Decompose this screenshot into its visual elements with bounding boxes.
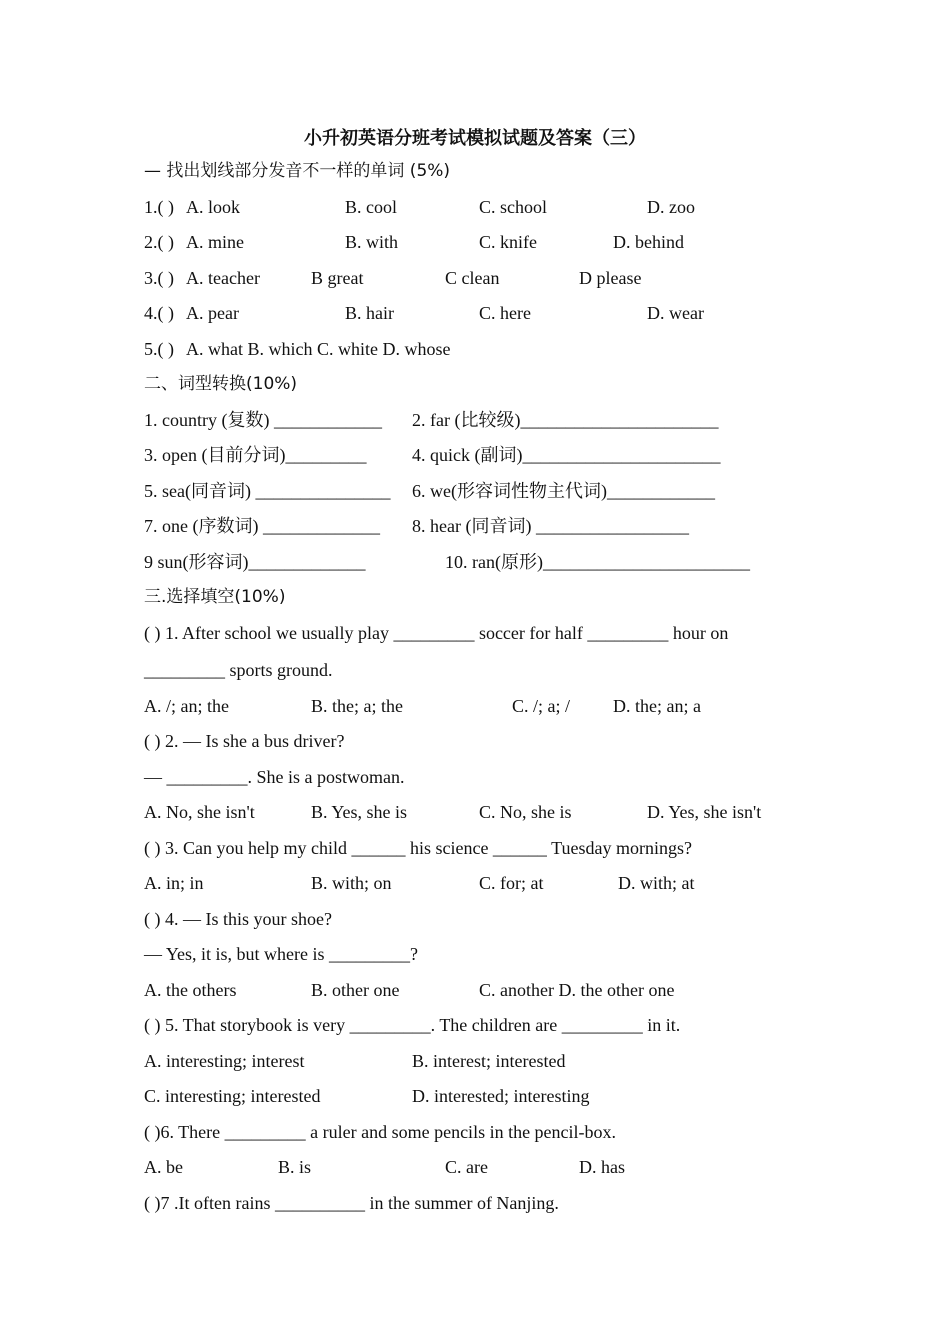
option-d: D. with; at [618,873,695,893]
section3-heading: 三.选择填空(10%) [144,587,286,607]
question-stem: ( ) 5. That storybook is very _________. The children are _________ in it. [144,1015,681,1035]
question-number: 1.( ) [144,197,174,217]
conversion-item: 10. ran(原形)_______________________ [445,552,750,572]
option-b: B. the; a; the [311,696,403,716]
document-title: 小升初英语分班考试模拟试题及答案（三） [304,128,646,149]
option-c: C. knife [479,232,537,252]
option-c: C. here [479,303,531,323]
option-b: B. Yes, she is [311,802,408,822]
conversion-item: 5. sea(同音词) _______________ [144,481,391,501]
option-b: B. other one [311,980,400,1000]
option-c: C. No, she is [479,802,572,822]
option-a: A. interesting; interest [144,1051,305,1071]
option-d: D. zoo [647,197,695,217]
question-stem: ( ) 4. — Is this your shoe? [144,909,332,929]
option-d: D please [579,268,642,288]
options-inline: A. what B. which C. white D. whose [186,339,451,359]
option-a: A. in; in [144,873,204,893]
conversion-row [144,408,824,432]
conversion-row [144,514,824,538]
options-row [144,1084,744,1108]
option-a: A. pear [186,303,239,323]
section2-heading: 二、词型转换(10%) [144,374,298,394]
conversion-row [144,550,824,574]
question-number: 4.( ) [144,303,174,323]
option-c: C. interesting; interested [144,1086,321,1106]
conversion-item: 8. hear (同音词) _________________ [412,516,689,536]
option-a: A. teacher [186,268,260,288]
option-d: D. interested; interesting [412,1086,590,1106]
question-row [144,230,844,254]
options-row [144,800,824,824]
question-stem: ( )7 .It often rains __________ in the summer of Nanjing. [144,1193,559,1213]
option-d: D. Yes, she isn't [647,802,762,822]
conversion-item: 6. we(形容词性物主代词)____________ [412,481,715,501]
question-number: 5.( ) [144,339,174,359]
conversion-item: 1. country (复数) ____________ [144,410,382,430]
conversion-item: 4. quick (副词)______________________ [412,445,721,465]
question-row [144,266,844,290]
question-number: 3.( ) [144,268,174,288]
question-stem: ( ) 2. — Is she a bus driver? [144,731,345,751]
option-a: A. /; an; the [144,696,229,716]
option-d: D. wear [647,303,704,323]
option-d: D. the; an; a [613,696,701,716]
option-b: B. hair [345,303,394,323]
options-row [144,1049,744,1073]
options-row [144,871,794,895]
option-a: A. the others [144,980,237,1000]
options-row [144,978,794,1002]
conversion-item: 3. open (目前分词)_________ [144,445,367,465]
option-d: D. behind [613,232,684,252]
option-c: C. /; a; / [512,696,570,716]
option-a: A. be [144,1157,183,1177]
option-b: B. with [345,232,399,252]
question-row [144,301,844,325]
conversion-row [144,479,824,503]
option-c: C clean [445,268,500,288]
option-b: B. cool [345,197,397,217]
option-c: C. for; at [479,873,544,893]
conversion-item: 9 sun(形容词)_____________ [144,552,366,572]
section1-heading: — 找出划线部分发音不一样的单词 (5%) [144,161,451,181]
option-b: B. with; on [311,873,392,893]
option-c: C. are [445,1157,488,1177]
option-b: B. is [278,1157,312,1177]
option-a: A. look [186,197,240,217]
question-number: 2.( ) [144,232,174,252]
question-row [144,337,844,361]
options-row [144,1155,744,1179]
question-stem: — _________. She is a postwoman. [144,767,405,787]
question-stem: ( ) 3. Can you help my child ______ his science ______ Tuesday mornings? [144,838,692,858]
conversion-item: 2. far (比较级)______________________ [412,410,719,430]
option-a: A. mine [186,232,244,252]
option-a: A. No, she isn't [144,802,255,822]
option-c: C. school [479,197,548,217]
question-row [144,195,844,219]
question-stem: ( )6. There _________ a ruler and some pencils in the pencil-box. [144,1122,617,1142]
option-b: B great [311,268,364,288]
option-c-d: C. another D. the other one [479,980,675,1000]
options-row [144,694,794,718]
question-stem: — Yes, it is, but where is _________? [144,944,418,964]
option-b: B. interest; interested [412,1051,566,1071]
conversion-row [144,443,824,467]
question-stem: ( ) 1. After school we usually play _________ soccer for half _________ hour on [144,623,729,643]
question-stem: _________ sports ground. [144,660,333,680]
conversion-item: 7. one (序数词) _____________ [144,516,380,536]
option-d: D. has [579,1157,625,1177]
